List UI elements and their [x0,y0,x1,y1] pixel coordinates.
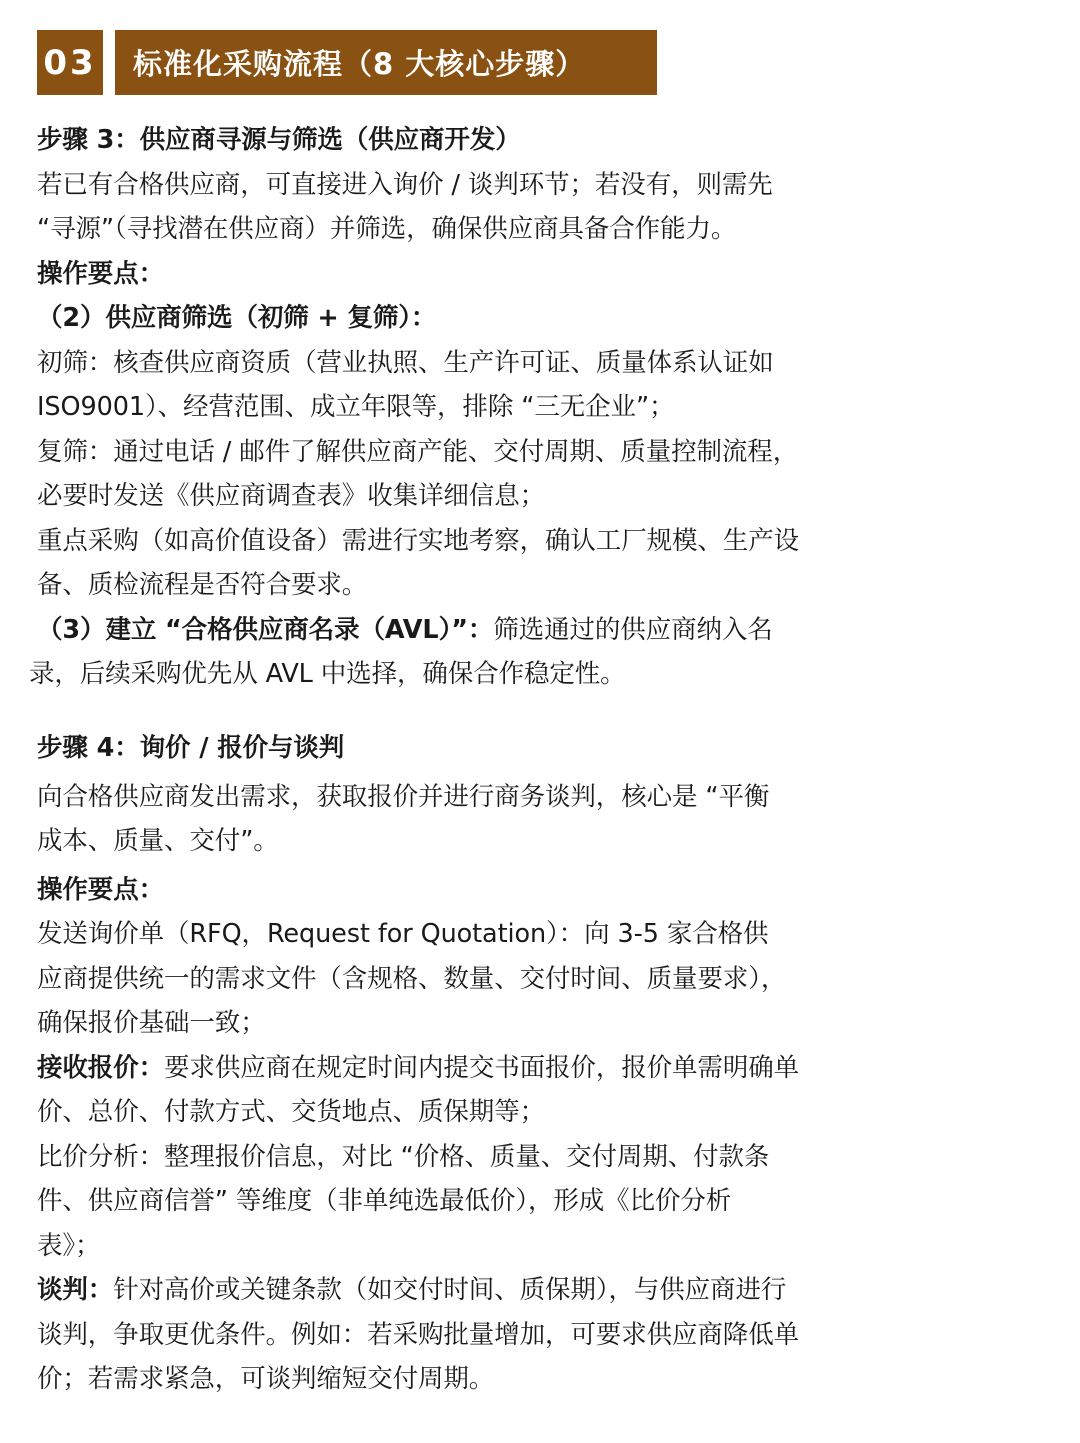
step-4-heading: 步骤 4：询价 / 报价与谈判 [37,733,345,763]
receive-line-1 [37,1046,1062,1091]
negotiate-line-1 [37,1268,1062,1313]
compare-line-2: 件、供应商信誉” 等维度（非单纯选最低价），形成《比价分析 [37,1186,732,1216]
step-3-sub2-heading: （2）供应商筛选（初筛 + 复筛）： [37,303,437,333]
step-3-desc-line-2: “寻源”（寻找潜在供应商）并筛选，确保供应商具备合作能力。 [37,214,737,244]
negotiate-text: 针对高价或关键条款（如交付时间、质保期），与供应商进行 [113,1275,787,1305]
step-3-key-points: 操作要点： [37,258,165,289]
avl-line-1 [37,608,1062,653]
step-4-desc-line-1: 向合格供应商发出需求，获取报价并进行商务谈判，核心是 “平衡 [37,781,770,812]
negotiate-label: 谈判： [37,1275,114,1305]
negotiate-line-2: 谈判，争取更优条件。例如：若采购批量增加，可要求供应商降低单 [37,1319,800,1350]
rfq-line-2: 应商提供统一的需求文件（含规格、数量、交付时间、质量要求）， [37,963,787,994]
initial-screening-line-1: 初筛：核查供应商资质（营业执照、生产许可证、质量体系认证如 [37,347,774,378]
step-3-section [29,118,1062,697]
avl-heading: （3）建立 “合格供应商名录（AVL）”： [37,614,494,645]
avl-text: 筛选通过的供应商纳入名 [493,614,773,645]
section-header [37,30,657,95]
second-screening-line-1: 复筛：通过电话 / 邮件了解供应商产能、交付周期、质量控制流程， [37,436,799,467]
step-4-key-points: 操作要点： [37,874,165,905]
rfq-line-3: 确保报价基础一致； [37,1008,266,1038]
step-4-section [37,726,1062,1402]
section-number-badge: 03 [37,30,103,95]
step-4-desc-line-2: 成本、质量、交付”。 [37,826,279,856]
receive-line-2: 价、总价、付款方式、交货地点、质保期等； [37,1097,546,1127]
initial-screening-line-2: ISO9001）、经营范围、成立年限等，排除 “三无企业”； [37,392,675,422]
section-title: 标准化采购流程（8 大核心步骤） [115,30,657,95]
step-3-heading: 步骤 3：供应商寻源与筛选（供应商开发） [37,125,521,155]
step-3-desc-line-1: 若已有合格供应商，可直接进入询价 / 谈判环节；若没有，则需先 [37,169,773,200]
key-purchase-line-1: 重点采购（如高价值设备）需进行实地考察，确认工厂规模、生产设 [37,525,800,556]
key-purchase-line-2: 备、质检流程是否符合要求。 [37,570,368,600]
compare-line-1: 比价分析：整理报价信息，对比 “价格、质量、交付周期、付款条 [37,1141,770,1172]
avl-line-2: 录，后续采购优先从 AVL 中选择，确保合作稳定性。 [29,659,626,689]
compare-line-3: 表》； [37,1230,101,1261]
receive-label: 接收报价： [37,1052,165,1083]
rfq-line-1: 发送询价单（RFQ，Request for Quotation）：向 3-5 家合格供 [37,919,769,949]
negotiate-line-3: 价；若需求紧急，可谈判缩短交付周期。 [37,1364,495,1394]
second-screening-line-2: 必要时发送《供应商调查表》收集详细信息； [37,481,546,511]
receive-text: 要求供应商在规定时间内提交书面报价，报价单需明确单 [164,1052,800,1083]
